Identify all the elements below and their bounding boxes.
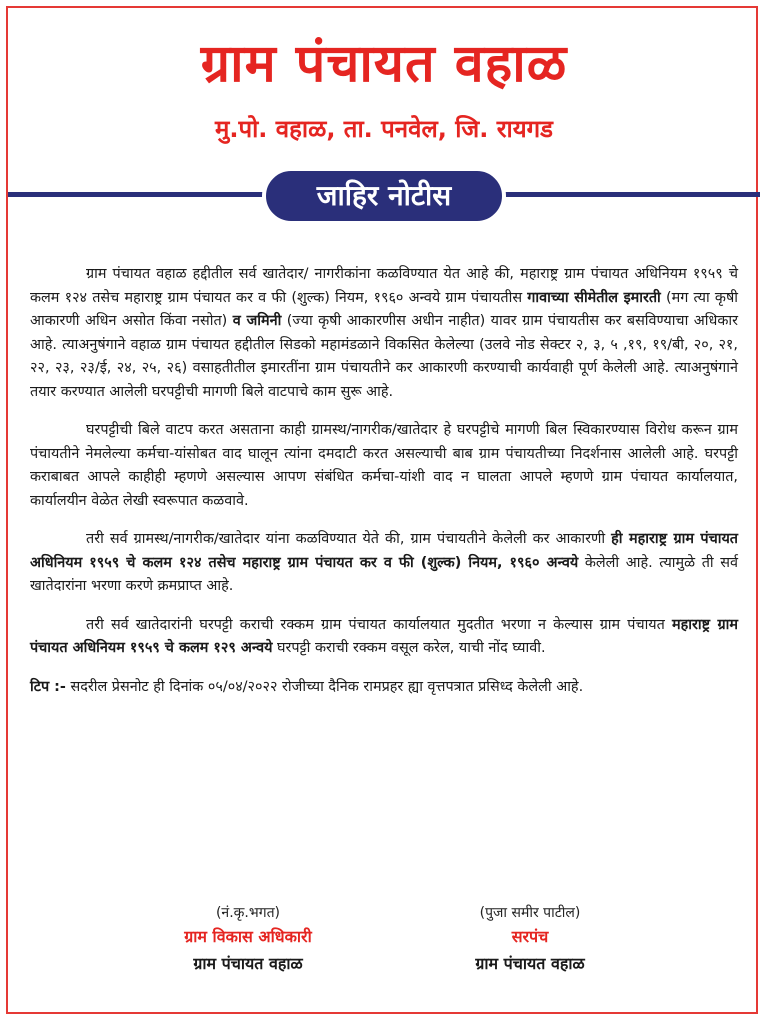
footnote-label: टिप :-	[30, 678, 66, 695]
paragraph-4	[30, 614, 738, 661]
notice-badge: जाहिर नोटीस	[262, 167, 506, 225]
page-title: ग्राम पंचायत वहाळ	[200, 34, 568, 94]
paragraph-1-bold-2: व जमिनी	[232, 313, 282, 329]
paragraph-3-text-a: तरी सर्व ग्रामस्थ/नागरीक/खातेदार यांना कळविण्यात येते की, ग्राम पंचायतीने केलेली कर आकारणी	[86, 531, 612, 547]
signatory-role-left: ग्राम विकास अधिकारी	[184, 927, 312, 946]
paragraph-4-text-a: तरी सर्व खातेदारांनी घरपट्टी कराची रक्कम ग्राम पंचायत कार्यालयात मुदतीत भरणा न केल्यास ग्राम पंचायत	[86, 616, 672, 633]
paragraph-2: घरपट्टीची बिले वाटप करत असताना काही ग्रामस्थ/नागरीक/खातेदार हे घरपट्टीचे मागणी बिल स्विकारण्यास विरोध करून ग्राम पंचायतीने नेमलेल्या कर्मचा-यांसोबत वाद घालून त्यांना दमदाटी करत असल्याची बाब ग्राम पंचायतीच्या निदर्शनास आलेली आहे. घरपट्टी कराबाबत आपले काहीही म्हणणे असल्यास आपण संबंधित कर्मचा-यांशी वाद न घालता आपले म्हणणे ग्राम पंचायत कार्यालयात, कार्यालयीन वेळेत लेखी स्वरूपात कळवावे.	[30, 422, 738, 509]
paragraph-1-text-d: (ज्या कृषी आकारणीस अधीन नाहीत) यावर ग्राम पंचायतीस कर बसविण्याचा अधिकार आहे. त्याअनुषंगाने वहाळ ग्राम पंचायत हद्दीतील सिडको महामंडळाने विकसित केलेल्या (उलवे नोड सेक्टर २, ३, ५ ,१९, १९/बी, २०, २१, २२, २३, २३/ई, २४, २५, २६) वसाहतीतील इमारतींना ग्राम पंचायतीने कर आकारणी करण्याची कार्यवाही पूर्ण केलेली आहे. त्याअनुषंगाने तयार करण्यात आलेली घरपट्टीची मागणी बिले वाटपाचे काम सुरू आहे.	[30, 313, 738, 400]
address-line: मु.पो. वहाळ, ता. पनवेल, जि. रायगड	[214, 115, 554, 143]
notice-body	[30, 263, 738, 699]
paragraph-1-text-c: (मग त्या कृषी आकारणी अधिन असोत किंवा नसोत)	[30, 289, 738, 329]
paragraph-3-bold: ही महाराष्ट्र ग्राम पंचायत अधिनियम १९५९ चे कलम १२४ तसेच महाराष्ट्र ग्राम पंचायत कर व फी (शुल्क) नियम, १९६० अन्वये	[30, 531, 738, 571]
signatory-name-right: (पुजा समीर पाटील)	[479, 905, 581, 921]
paragraph-3-text-c: केलेली आहे. त्यामुळे ती सर्व खातेदारांना भरणा करणे क्रमप्राप्त आहे.	[30, 554, 738, 594]
paragraph-4-text-c: घरपट्टी कराची रक्कम वसूल करेल, याची नोंद घ्यावी.	[272, 640, 546, 656]
paragraph-3	[30, 528, 738, 599]
signatory-name-left: (नं.कृ.भगत)	[215, 905, 281, 921]
paragraph-1-text-a: ग्राम पंचायत वहाळ हद्दीतील सर्व खातेदार/ नागरीकांना कळविण्यात येत आहे की, महाराष्ट्र ग्राम पंचायत अधिनियम १९५९ चे कलम १२४ तसेच महाराष्ट्र ग्राम पंचायत कर व फी (शुल्क) नियम, १९६० अन्वये ग्राम पंचायतीस	[30, 266, 738, 306]
paragraph-1-bold-1: गावाच्या सीमेतील इमारती	[527, 289, 661, 306]
signatory-org-left: ग्राम पंचायत वहाळ	[193, 954, 303, 973]
signatory-org-right: ग्राम पंचायत वहाळ	[475, 954, 585, 973]
signature-block-right	[380, 902, 680, 978]
signature-block-left	[98, 902, 398, 978]
footnote	[30, 676, 738, 700]
footnote-text: सदरील प्रेसनोट ही दिनांक ०५/०४/२०२२ रोजीच्या दैनिक रामप्रहर ह्या वृत्तपत्रात प्रसिध्द केलेली आहे.	[65, 678, 584, 695]
paragraph-4-bold: महाराष्ट्र ग्राम पंचायत अधिनियम १९५९ चे कलम १२९ अन्वये	[30, 616, 739, 656]
signatory-role-right: सरपंच	[511, 927, 549, 946]
paragraph-1	[30, 263, 738, 404]
